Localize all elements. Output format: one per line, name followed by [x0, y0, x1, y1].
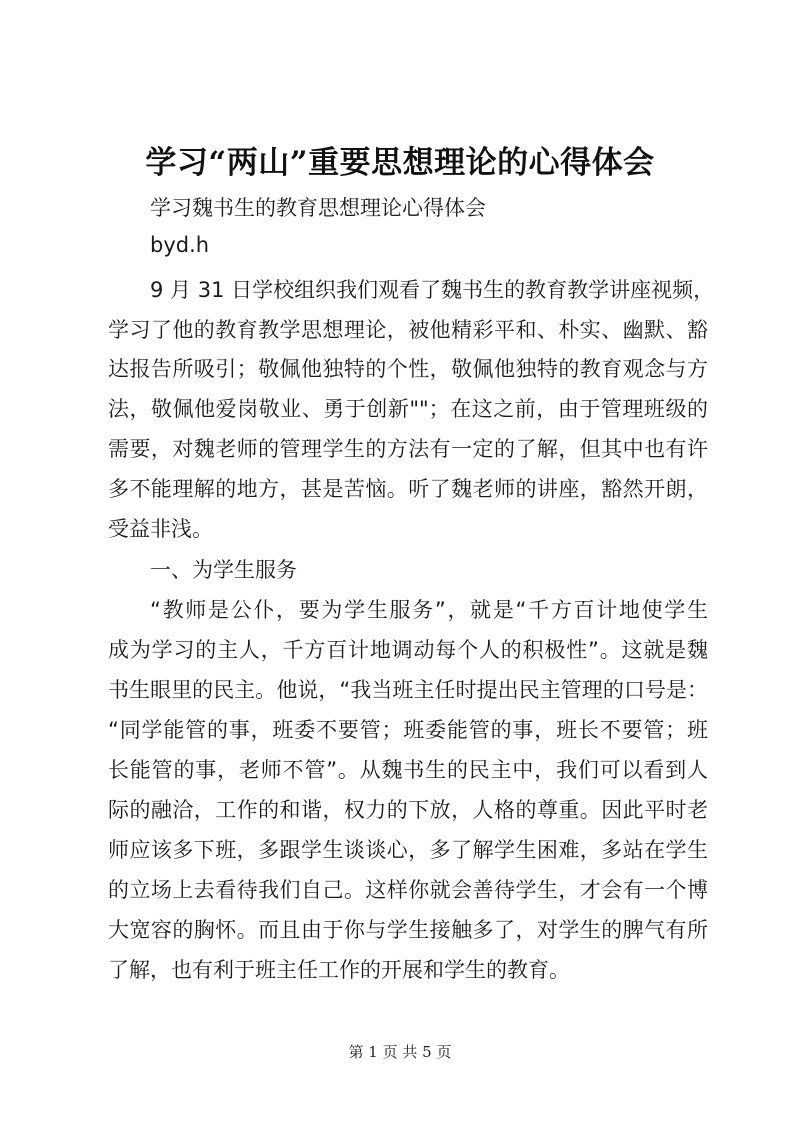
paragraph-1-line-7: 受益非浅。 [108, 517, 213, 541]
paragraph-1-line-1: 9 月 31 日学校组织我们观看了魏书生的教育教学讲座视频， [150, 278, 715, 302]
subtitle-line: 学习魏书生的教育思想理论心得体会 [150, 196, 486, 220]
paragraph-2-line-6: 际的融洽，工作的和谐，权力的下放，人格的尊重。因此平时老 [108, 798, 708, 822]
paragraph-2-line-8: 的立场上去看待我们自己。这样你就会善待学生，才会有一个博 [108, 878, 708, 902]
paragraph-2-line-4: “同学能管的事，班委不要管；班委能管的事，班长不要管；班 [108, 718, 708, 742]
section-heading: 一、为学生服务 [150, 558, 297, 582]
paragraph-1-line-2: 学习了他的教育教学思想理论，被他精彩平和、朴实、幽默、豁 [108, 318, 708, 342]
paragraph-1-line-6: 多不能理解的地方，甚是苦恼。听了魏老师的讲座，豁然开朗， [108, 477, 708, 501]
paragraph-2-line-2: 成为学习的主人，千方百计地调动每个人的积极性”。这就是魏 [108, 638, 708, 662]
paragraph-1-line-4: 法，敬佩他爱岗敬业、勇于创新""；在这之前，由于管理班级的 [108, 397, 708, 421]
paragraph-2-line-1: “教师是公仆，要为学生服务”，就是“千方百计地使学生 [150, 598, 708, 622]
paragraph-1-line-3: 达报告所吸引；敬佩他独特的个性，敬佩他独特的教育观念与方 [108, 357, 708, 381]
paragraph-2-line-5: 长能管的事，老师不管”。从魏书生的民主中，我们可以看到人 [108, 758, 708, 782]
paragraph-2-line-10: 了解，也有利于班主任工作的开展和学生的教育。 [108, 958, 570, 982]
author-line: byd.h [150, 233, 210, 257]
paragraph-2-line-9: 大宽容的胸怀。而且由于你与学生接触多了，对学生的脾气有所 [108, 918, 708, 942]
paragraph-2-line-3: 书生眼里的民主。他说，“我当班主任时提出民主管理的口号是： [108, 678, 708, 702]
paragraph-2-line-7: 师应该多下班，多跟学生谈谈心，多了解学生困难，多站在学生 [108, 838, 708, 862]
paragraph-1-line-5: 需要，对魏老师的管理学生的方法有一定的了解，但其中也有许 [108, 437, 708, 461]
document-title: 学习“两山”重要思想理论的心得体会 [145, 145, 655, 181]
page-footer: 第 1 页 共 5 页 [348, 1043, 452, 1061]
